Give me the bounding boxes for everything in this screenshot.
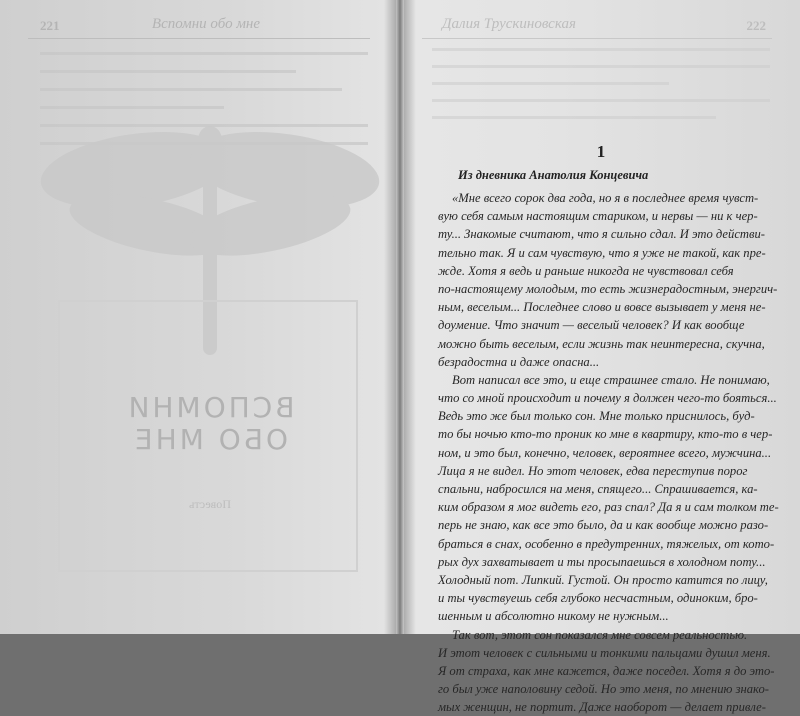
text-line: И этот человек с сильными и тонкими пальцами душил меня. bbox=[438, 645, 771, 660]
chapter-subtitle: Из дневника Анатолия Концевича bbox=[458, 168, 649, 182]
text-line: Лица я не видел. Но этот человек, едва переступив порог bbox=[438, 463, 748, 478]
text-line: тельно так. Я и сам чувствую, что я уже не такой, как пре- bbox=[438, 245, 766, 260]
cover-title-line1: ВСПОМНИ bbox=[125, 391, 295, 424]
left-page bbox=[0, 0, 398, 634]
text-line: по-настоящему молодым, то есть жизнерадостным, энергич- bbox=[438, 281, 778, 296]
right-page bbox=[402, 0, 800, 715]
text-line: Так вот, этот сон показался мне совсем реальностью. bbox=[452, 627, 748, 642]
text-line: браться в снах, особенно в предутренних, тяжелых, от кото- bbox=[438, 536, 775, 551]
text-line: безрадостна и даже опасна... bbox=[438, 354, 600, 369]
text-line: что со мной происходит и почему я должен чего-то бояться... bbox=[438, 391, 777, 406]
text-line: жде. Хотя я ведь и раньше никогда не чувствовал себя bbox=[438, 263, 734, 278]
text-line: ким образом я мог видеть его, раз спал? Да я и сам толком те- bbox=[438, 500, 779, 515]
text-line: перь не знаю, как все это было, да и как вообще можно разо- bbox=[438, 518, 769, 533]
text-line: Холодный пот. Липкий. Густой. Он просто катится по лицу, bbox=[438, 572, 768, 587]
show-through-text bbox=[432, 48, 770, 133]
body-text bbox=[438, 189, 779, 716]
text-line: то бы ночью кто-то проник ко мне в квартиру, кто-то в чер- bbox=[438, 427, 773, 442]
text-line: Вот написал все это, и еще страшнее стало. Не понимаю, bbox=[452, 372, 770, 387]
text-line: рых дух захватывает и ты просыпаешься в холодном поту... bbox=[438, 554, 766, 569]
cover-title-line2: ОБО МНЕ bbox=[131, 423, 289, 456]
text-line: шенным и абсолютно никому не нужным... bbox=[438, 609, 669, 624]
text-line: спальни, набросился на меня, спящего... Спрашивается, ка- bbox=[438, 482, 758, 496]
cover-subtitle: Повесть bbox=[189, 497, 231, 511]
text-line: и ты чувствуешь себя глубоко несчастным, одиноким, бро- bbox=[438, 591, 758, 606]
text-line: ту... Знакомые считают, что я сильно сдал. И это действи- bbox=[438, 227, 765, 242]
right-header-author: Далия Трускиновская bbox=[442, 16, 576, 32]
text-line: Я от страха, как мне кажется, даже поседел. Хотя я до это- bbox=[438, 663, 775, 678]
cover-title bbox=[100, 392, 320, 456]
text-line: ном, и это был, конечно, человек, вероятнее всего, мужчина... bbox=[438, 445, 772, 460]
right-page-number: 222 bbox=[746, 18, 766, 33]
left-running-header bbox=[28, 16, 370, 39]
text-line: «Мне всего сорок два года, но я в последнее время чувст- bbox=[452, 191, 759, 205]
text-line: можно быть веселым, если жизнь так неинтересна, скучна, bbox=[438, 336, 765, 351]
text-line: мых женщин, не портит. Даже наоборот — делает привле- bbox=[438, 700, 766, 715]
left-header-title: Вспомни обо мне bbox=[151, 16, 260, 32]
text-line: го был уже наполовину седой. Но это меня, по мнению знако- bbox=[438, 682, 769, 697]
text-line: ным, веселым... Последнее слово и вовсе вызывает у меня не- bbox=[438, 300, 766, 315]
text-line: доумение. Что значит — веселый человек? И как вообще bbox=[438, 318, 745, 333]
text-line: Ведь это же был только сон. Мне только приснилось, буд- bbox=[438, 409, 755, 424]
text-line: вую себя самым настоящим стариком, и нервы — ни к чер- bbox=[438, 209, 758, 224]
left-page-number: 221 bbox=[40, 18, 60, 33]
chapter-number: 1 bbox=[596, 142, 606, 161]
right-running-header bbox=[422, 16, 772, 39]
